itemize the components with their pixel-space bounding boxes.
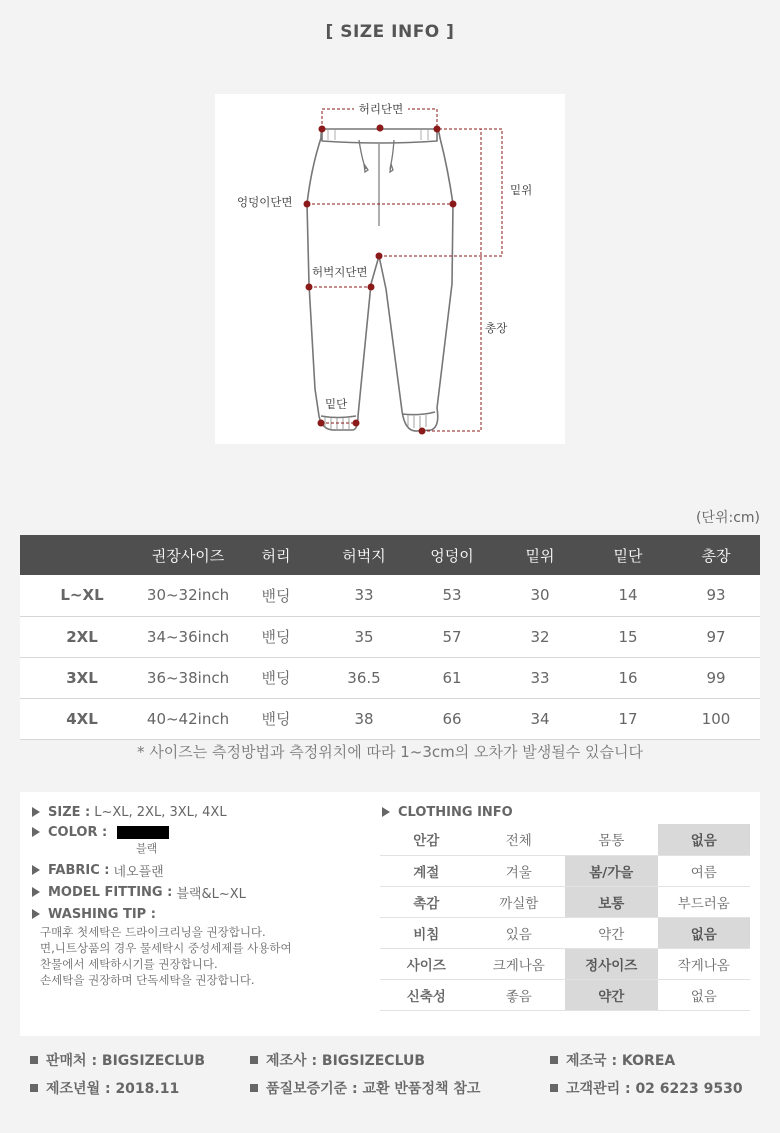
waist-label: 허리단면 [358,102,404,116]
size-cell: 3XL [20,657,144,698]
square-bullet-icon [30,1056,38,1064]
header-cell: 밑단 [584,535,672,575]
clothing-info-option: 전체 [473,824,566,855]
clothing-info-option: 까실함 [473,886,566,917]
table-cell: 66 [408,698,496,739]
clothing-info-option: 약간 [565,917,658,948]
table-cell: 34 [496,698,584,739]
fabric-value: 네오플랜 [113,864,164,880]
size-value: L~XL, 2XL, 3XL, 4XL [94,804,227,820]
clothing-info-option-selected: 보통 [565,886,658,917]
table-cell: 14 [584,575,672,616]
square-bullet-icon [550,1084,558,1092]
table-row [20,698,760,739]
hip-label: 엉덩이단면 [237,195,293,209]
clothing-info-row [380,824,750,855]
product-info-panel [20,792,760,1036]
table-row [20,575,760,616]
table-cell: 97 [672,616,760,657]
table-cell: 30 [496,575,584,616]
clothing-info-option: 크게나옴 [473,948,566,979]
pants-outline [307,129,453,431]
square-bullet-icon [250,1056,258,1064]
table-row [20,657,760,698]
hem-left-dot [318,420,325,427]
clothing-info-title: CLOTHING INFO [382,802,513,822]
table-cell: 16 [584,657,672,698]
triangle-bullet-icon [382,807,390,817]
wash-line: 구매후 첫세탁은 드라이크리닝을 권장합니다. [40,925,266,939]
waist-center-dot [377,125,384,132]
table-cell: 93 [672,575,760,616]
clothing-info-option: 부드러움 [658,886,751,917]
color-swatch-black [117,826,169,839]
clothing-info-option: 없음 [658,979,751,1010]
footer-date: 제조년월 : 2018.11 [30,1078,179,1098]
table-cell: 61 [408,657,496,698]
table-cell: 99 [672,657,760,698]
clothing-info-option: 작게나옴 [658,948,751,979]
table-cell: 33 [320,575,408,616]
hip-left-dot [304,201,311,208]
table-cell: 36~38inch [144,657,232,698]
header-cell: 허리 [232,535,320,575]
size-note: * 사이즈는 측정방법과 측정위치에 따라 1~3cm의 오차가 발생될수 있습니다 [137,743,643,761]
thigh-right-dot [368,284,375,291]
clothing-info-row [380,886,750,917]
clothing-info-option-selected: 약간 [565,979,658,1010]
table-cell: 30~32inch [144,575,232,616]
length-label: 총장 [485,321,508,335]
table-cell: 밴딩 [232,616,320,657]
clothing-info-label: 안감 [380,824,473,855]
clothing-info-label: 계절 [380,855,473,886]
footer-seller: 판매처 : BIGSIZECLUB [30,1050,205,1070]
color-name: 블랙 [136,842,158,855]
clothing-info-option-selected: 없음 [658,917,751,948]
clothing-info-option: 여름 [658,855,751,886]
triangle-bullet-icon [32,909,40,919]
clothing-info-option: 있음 [473,917,566,948]
table-cell: 17 [584,698,672,739]
header-cell: 권장사이즈 [144,535,232,575]
model-row [32,882,372,902]
header-cell: 밑위 [496,535,584,575]
clothing-info-option: 몸통 [565,824,658,855]
length-bottom-dot [419,428,426,435]
clothing-info-table [380,824,750,1011]
square-bullet-icon [550,1056,558,1064]
footer-cs: 고객관리 : 02 6223 9530 [550,1078,743,1098]
clothing-info-row [380,917,750,948]
pants-diagram-svg [215,94,565,444]
footer-warranty: 품질보증기준 : 교환 반품정책 참고 [250,1078,480,1098]
table-cell: 35 [320,616,408,657]
header-cell [20,535,144,575]
clothing-info-row [380,979,750,1010]
table-cell: 밴딩 [232,575,320,616]
table-cell: 57 [408,616,496,657]
pants-measurement-diagram [215,94,565,444]
hip-right-dot [450,201,457,208]
triangle-bullet-icon [32,807,40,817]
wash-line: 면,니트상품의 경우 물세탁시 중성세제를 사용하여 [40,941,292,955]
clothing-info-option: 겨울 [473,855,566,886]
triangle-bullet-icon [32,865,40,875]
table-cell: 53 [408,575,496,616]
size-cell: 4XL [20,698,144,739]
model-value: 블랙&L~XL [176,886,246,902]
triangle-bullet-icon [32,887,40,897]
header-cell: 엉덩이 [408,535,496,575]
fabric-key: FABRIC : [48,862,110,878]
unit-label: (단위:cm) [695,510,760,526]
wash-line: 찬물에서 세탁하시기를 권장합니다. [40,957,218,971]
page-title: [ SIZE INFO ] [325,22,455,42]
size-cell: 2XL [20,616,144,657]
size-table-header [20,535,760,575]
table-cell: 밴딩 [232,657,320,698]
clothing-info-row [380,948,750,979]
wash-line: 손세탁을 권장하며 단독세탁을 권장합니다. [40,973,255,987]
color-key: COLOR : [48,824,108,840]
size-key: SIZE : [48,804,91,820]
table-cell: 36.5 [320,657,408,698]
clothing-info-label: 비침 [380,917,473,948]
thigh-left-dot [306,284,313,291]
hem-right-dot [353,420,360,427]
table-cell: 40~42inch [144,698,232,739]
square-bullet-icon [30,1084,38,1092]
waist-right-dot [434,126,441,133]
model-key: MODEL FITTING : [48,884,173,900]
size-cell: L~XL [20,575,144,616]
clothing-info-label: 촉감 [380,886,473,917]
header-cell: 허벅지 [320,535,408,575]
table-cell: 100 [672,698,760,739]
wash-row [32,904,372,924]
triangle-bullet-icon [32,827,40,837]
waist-left-dot [319,126,326,133]
footer-country: 제조국 : KOREA [550,1050,675,1070]
table-cell: 38 [320,698,408,739]
clothing-info-option-selected: 봄/가을 [565,855,658,886]
table-cell: 15 [584,616,672,657]
table-cell: 34~36inch [144,616,232,657]
color-row [32,822,372,842]
product-details [32,802,372,988]
wash-key: WASHING TIP : [48,906,156,922]
thigh-label: 허벅지단면 [312,265,368,279]
square-bullet-icon [250,1084,258,1092]
clothing-info-label: 신축성 [380,979,473,1010]
table-cell: 33 [496,657,584,698]
header-cell: 총장 [672,535,760,575]
size-row [32,802,372,822]
fabric-row [32,860,372,880]
size-table [20,535,760,740]
table-cell: 32 [496,616,584,657]
clothing-info-option: 좋음 [473,979,566,1010]
crotch-dot [376,253,383,260]
rise-label: 밑위 [510,183,533,197]
rise-measure-line [379,129,502,256]
wash-tips [32,924,372,988]
table-cell: 밴딩 [232,698,320,739]
clothing-info-label: 사이즈 [380,948,473,979]
clothing-info-row [380,855,750,886]
footer-maker: 제조사 : BIGSIZECLUB [250,1050,425,1070]
hem-label: 밑단 [325,397,348,411]
clothing-info-option-selected: 없음 [658,824,751,855]
clothing-info-option-selected: 정사이즈 [565,948,658,979]
table-row [20,616,760,657]
